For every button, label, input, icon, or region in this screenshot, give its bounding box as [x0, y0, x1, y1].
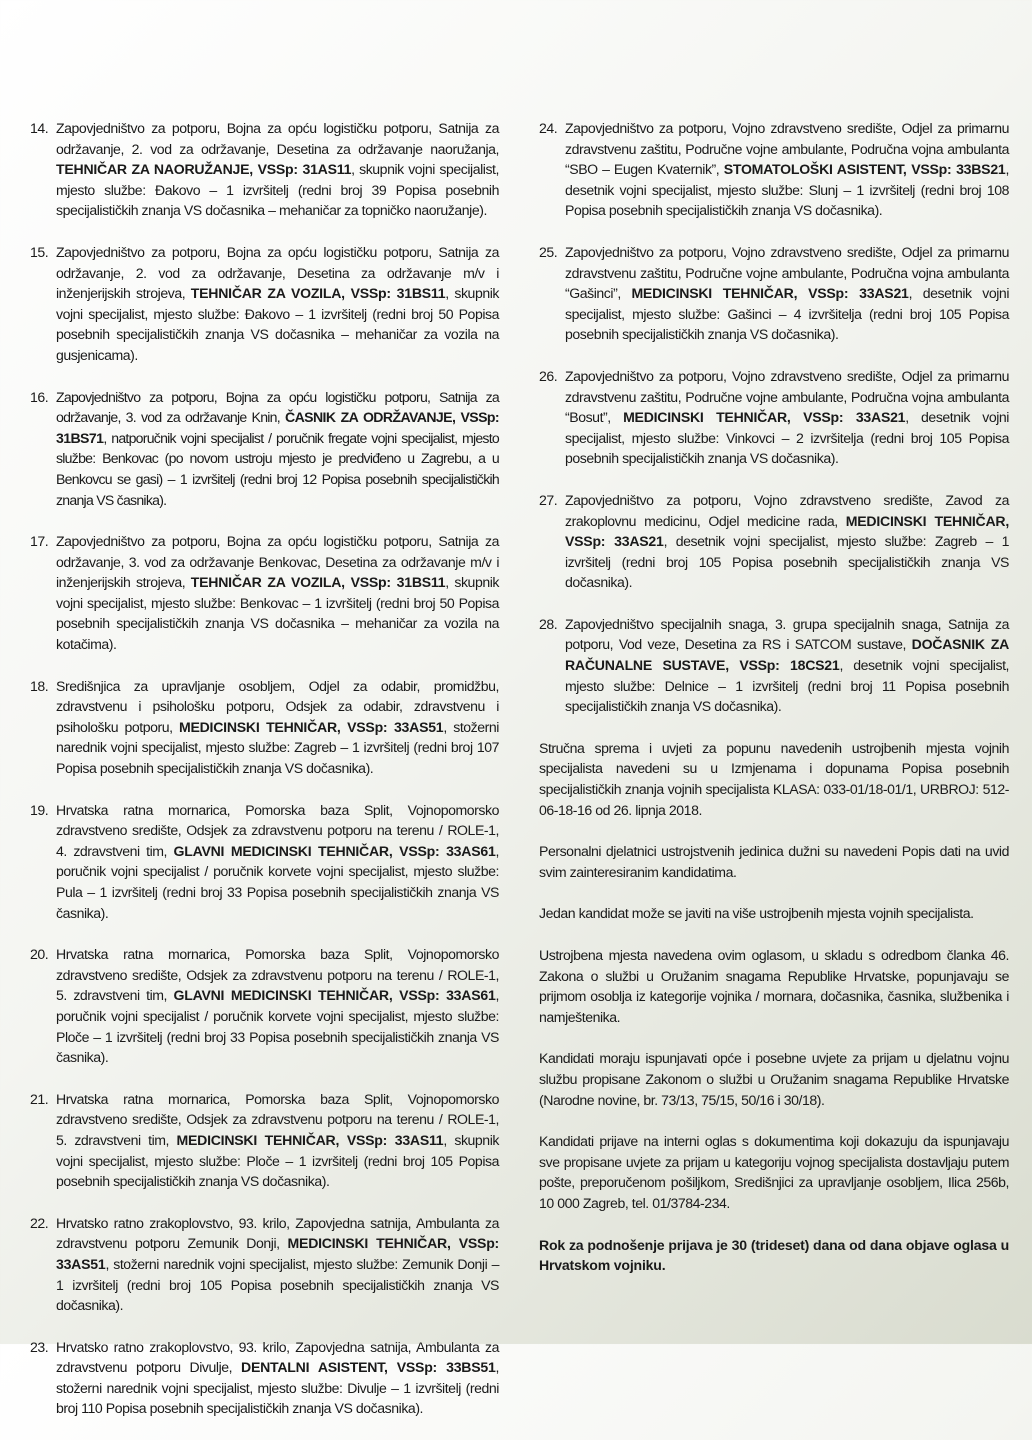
list-item: [30, 1213, 499, 1316]
item-text: Hrvatsko ratno zrakoplovstvo, 93. krilo, Zapovjedna satnija, Ambulanta za zdravstvenu potporu Zemunik Donji, MEDICINSKI TEHNIČAR, VSSp: 33AS51, stožerni narednik vojni specijalist, mjesto službe: Zemunik Donji – 1 izvršitelj (redni broj 105 Popisa posebnih specijalističkih znanja VS dočasnika).: [56, 1214, 499, 1314]
position-title: MEDICINSKI TEHNIČAR, VSSp: 33AS21: [565, 512, 1009, 550]
left-column: [30, 118, 499, 1440]
position-title: TEHNIČAR ZA NAORUŽANJE, VSSp: 31AS11: [56, 161, 352, 178]
item-number: 25.: [539, 243, 558, 260]
item-number: 16.: [30, 388, 49, 405]
position-title: TEHNIČAR ZA VOZILA, VSSp: 31BS11: [190, 285, 446, 302]
paragraph-qualifications: Stručna sprema i uvjeti za popunu navedenih ustrojbenih mjesta vojnih specijalista navedeni su u Izmjenama i dopunama Popisa posebnih specijalističkih znanja vojnih specijalista KLASA: 033-01/18-01/1, URBROJ: 512-06-18-16 od 26. lipnja 2018.: [539, 739, 1009, 818]
list-item: [539, 366, 1009, 469]
right-column: [539, 118, 1009, 1297]
list-item: [30, 118, 499, 221]
list-item: [30, 800, 499, 924]
item-number: 21.: [30, 1090, 49, 1107]
position-title: MEDICINSKI TEHNIČAR, VSSp: 33AS11: [176, 1131, 444, 1148]
item-text: Zapovjedništvo za potporu, Vojno zdravstveno središte, Zavod za zrakoplovnu medicinu, Odjel medicine rada, MEDICINSKI TEHNIČAR, VSSp: 33AS21, desetnik vojni specijalist, mjesto službe: Zagreb – 1 izvršitelj (redni broj 105 Popisa posebnih specijalističkih znanja VS dočasnika).: [565, 491, 1009, 591]
item-number: 27.: [539, 491, 558, 508]
item-number: 26.: [539, 367, 558, 384]
list-item: [539, 490, 1009, 593]
item-number: 22.: [30, 1214, 49, 1231]
list-item: [30, 676, 499, 779]
item-number: 14.: [30, 120, 49, 136]
position-title: GLAVNI MEDICINSKI TEHNIČAR, VSSp: 33AS61: [173, 987, 496, 1004]
list-item: [30, 1089, 499, 1192]
list-item: [539, 118, 1009, 221]
paragraph-personnel: Personalni djelatnici ustrojstvenih jedinica dužni su navedeni Popis dati na uvid svim zainteresiranim kandidatima.: [539, 843, 1009, 880]
position-title: TEHNIČAR ZA VOZILA, VSSp: 31BS11: [190, 574, 446, 591]
item-number: 24.: [539, 120, 558, 136]
item-text: Zapovjedništvo za potporu, Vojno zdravstveno središte, Odjel za primarnu zdravstvenu zaštitu, Područne vojne ambulante, Područna vojna ambulanta “Bosut”, MEDICINSKI TEHNIČAR, VSSp: 33AS21, desetnik vojni specijalist, mjesto službe: Vinkovci – 2 izvršitelja (redni broj 105 Popisa posebnih specijalističkih znanja VS dočasnika).: [565, 367, 1009, 467]
position-title: DOČASNIK ZA RAČUNALNE SUSTAVE, VSSp: 18CS21: [565, 636, 1009, 674]
position-title: MEDICINSKI TEHNIČAR, VSSp: 33AS51: [178, 718, 444, 735]
item-text: Hrvatska ratna mornarica, Pomorska baza Split, Vojnopomorsko zdravstveno središte, Odsjek za zdravstvenu potporu na terenu / ROLE-1, 5. zdravstveni tim, GLAVNI MEDICINSKI TEHNIČAR, VSSp: 33AS61, poručnik vojni specijalist / poručnik korvete vojni specijalist, mjesto službe: Ploče – 1 izvršitelj (redni broj 33 Popisa posebnih specijalističkih znanja VS časnika).: [56, 946, 499, 1066]
item-number: 19.: [30, 801, 49, 818]
position-title: MEDICINSKI TEHNIČAR, VSSp: 33AS51: [56, 1235, 499, 1272]
position-title: STOMATOLOŠKI ASISTENT, VSSp: 33BS21: [723, 161, 1006, 178]
item-number: 23.: [30, 1338, 49, 1355]
list-item: [30, 387, 499, 511]
item-text: Zapovjedništvo za potporu, Bojna za opću logističku potporu, Satnija za održavanje, 2. vod za održavanje, Desetina za održavanje naoružanja, TEHNIČAR ZA NAORUŽANJE, VSSp: 31AS11, skupnik vojni specijalist, mjesto službe: Đakovo – 1 izvršitelj (redni broj 39 Popisa posebnih specijalističkih znanja VS dočasnika – mehaničar za topničko naoružanje).: [56, 120, 499, 219]
item-text: Zapovjedništvo za potporu, Bojna za opću logističku potporu, Satnija za održavanje, 2. vod za održavanje, Desetina za održavanje m/v i inženjerijskih strojeva, TEHNIČAR ZA VOZILA, VSSp: 31BS11, skupnik vojni specijalist, mjesto službe: Đakovo – 1 izvršitelj (redni broj 50 Popisa posebnih specijalističkih znanja VS dočasnika – mehaničar za vozila na gusjenicama).: [56, 243, 499, 363]
list-item: [30, 944, 499, 1068]
item-text: Zapovjedništvo za potporu, Bojna za opću logističku potporu, Satnija za održavanje, 3. vod za održavanje Benkovac, Desetina za održavanje m/v i inženjerijskih strojeva, TEHNIČAR ZA VOZILA, VSSp: 31BS11, skupnik vojni specijalist, mjesto službe: Benkovac – 1 izvršitelj (redni broj 50 Popisa posebnih specijalističkih znanja VS dočasnika – mehaničar za vozila na kotačima).: [56, 533, 499, 653]
position-title: ČASNIK ZA ODRŽAVANJE, VSSp: 31BS71: [56, 409, 499, 446]
item-text: Zapovjedništvo za potporu, Vojno zdravstveno središte, Odjel za primarnu zdravstvenu zaštitu, Područne vojne ambulante, Područna vojna ambulanta “Gašinci”, MEDICINSKI TEHNIČAR, VSSp: 33AS21, desetnik vojni specijalist, mjesto službe: Gašinci – 4 izvršitelja (redni broj 105 Popisa posebnih specijalističkih znanja VS dočasnika).: [565, 243, 1009, 343]
paragraph-legal-basis: Ustrojbena mjesta navedena ovim oglasom, u skladu s odredbom članka 46. Zakona o službi u Oružanim snagama Republike Hrvatske, popunjavaju se prijmom osoblja iz kategorije vojnika / mornara, dočasnika, časnika, službenika i namještenika.: [539, 947, 1009, 1025]
item-text: Hrvatsko ratno zrakoplovstvo, 93. krilo, Zapovjedna satnija, Ambulanta za zdravstvenu potporu Divulje, DENTALNI ASISTENT, VSSp: 33BS51, stožerni narednik vojni specijalist, mjesto službe: Divulje – 1 izvršitelj (redni broj 110 Popisa posebnih specijalističkih znanja VS dočasnika).: [56, 1338, 500, 1417]
item-number: 20.: [30, 946, 49, 963]
list-item: [30, 242, 499, 366]
position-title: DENTALNI ASISTENT, VSSp: 33BS51: [241, 1359, 496, 1376]
item-text: Zapovjedništvo za potporu, Vojno zdravstveno središte, Odjel za primarnu zdravstvenu zaštitu, Područne vojne ambulante, Područna vojna ambulanta “SBO – Eugen Kvaternik”, STOMATOLOŠKI ASISTENT, VSSp: 33BS21, desetnik vojni specijalist, mjesto službe: Slunj – 1 izvršitelj (redni broj 108 Popisa posebnih specijalističkih znanja VS dočasnika).: [565, 120, 1009, 219]
position-title: GLAVNI MEDICINSKI TEHNIČAR, VSSp: 33AS61: [173, 842, 496, 859]
item-text: Hrvatska ratna mornarica, Pomorska baza Split, Vojnopomorsko zdravstveno središte, Odsjek za zdravstvenu potporu na terenu / ROLE-1, 4. zdravstveni tim, GLAVNI MEDICINSKI TEHNIČAR, VSSp: 33AS61, poručnik vojni specijalist / poručnik korvete vojni specijalist, mjesto službe: Pula – 1 izvršitelj (redni broj 33 Popisa posebnih specijalističkih znanja VS časnika).: [56, 801, 499, 921]
item-number: 17.: [30, 533, 49, 550]
paragraph-submission: Kandidati prijave na interni oglas s dokumentima koji dokazuju da ispunjavaju sve propisane uvjete za prijam u kategoriju vojnog specijalista dostavljaju putem pošte, preporučenom pošiljkom, Središnjici za upravljanje osobljem, Ilica 256b, 10 000 Zagreb, tel. 01/3784-234.: [539, 1133, 1009, 1211]
list-item: [539, 614, 1009, 717]
paragraph-multiple-applications: Jedan kandidat može se javiti na više ustrojbenih mjesta vojnih specijalista.: [539, 905, 974, 922]
item-text: Hrvatska ratna mornarica, Pomorska baza Split, Vojnopomorsko zdravstveno središte, Odsjek za zdravstvenu potporu na terenu / ROLE-1, 5. zdravstveni tim, MEDICINSKI TEHNIČAR, VSSp: 33AS11, skupnik vojni specijalist, mjesto službe: Ploče – 1 izvršitelj (redni broj 105 Popisa posebnih specijalističkih znanja VS dočasnika).: [56, 1090, 499, 1190]
deadline-notice: Rok za podnošenje prijava je 30 (trideset) dana od dana objave oglasa u Hrvatskom vojniku.: [539, 1236, 1009, 1274]
item-number: 18.: [30, 677, 49, 694]
item-number: 28.: [539, 615, 558, 632]
paragraph-requirements: Kandidati moraju ispunjavati opće i posebne uvjete za prijam u djelatnu vojnu službu propisane Zakonom o službi u Oružanim snagama Republike Hrvatske (Narodne novine, br. 73/13, 75/15, 50/16 i 30/18).: [539, 1050, 1009, 1108]
list-item: [30, 531, 499, 655]
list-item: [539, 242, 1009, 345]
item-text: Središnjica za upravljanje osobljem, Odjel za odabir, promidžbu, zdravstvenu i psihološku potporu, Odsjek za odabir, zdravstvenu i psihološku potporu, MEDICINSKI TEHNIČAR, VSSp: 33AS51, stožerni narednik vojni specijalist, mjesto službe: Zagreb – 1 izvršitelj (redni broj 107 Popisa posebnih specijalističkih znanja VS dočasnika).: [56, 677, 499, 777]
list-item: [30, 1337, 499, 1419]
item-number: 15.: [30, 243, 49, 260]
position-title: MEDICINSKI TEHNIČAR, VSSp: 33AS21: [623, 409, 906, 426]
item-text: Zapovjedništvo specijalnih snaga, 3. grupa specijalnih snaga, Satnija za potporu, Vod veze, Desetina za RS i SATCOM sustave, DOČASNIK ZA RAČUNALNE SUSTAVE, VSSp: 18CS21, desetnik vojni specijalist, mjesto službe: Delnice – 1 izvršitelj (redni broj 11 Popisa posebnih specijalističkih znanja VS dočasnika).: [565, 615, 1009, 715]
position-title: MEDICINSKI TEHNIČAR, VSSp: 33AS21: [631, 285, 909, 302]
item-text: Zapovjedništvo za potporu, Bojna za opću logističku potporu, Satnija za održavanje, 3. vod za održavanje Knin, ČASNIK ZA ODRŽAVANJE, VSSp: 31BS71, natporučnik vojni specijalist / poručnik fregate vojni specijalist, mjesto službe: Benkovac (po novom ustroju mjesto je predviđeno u Zagrebu, a u Benkovcu se gasi) – 1 izvršitelj (redni broj 12 Popisa posebnih specijalističkih znanja VS časnika).: [56, 388, 499, 508]
